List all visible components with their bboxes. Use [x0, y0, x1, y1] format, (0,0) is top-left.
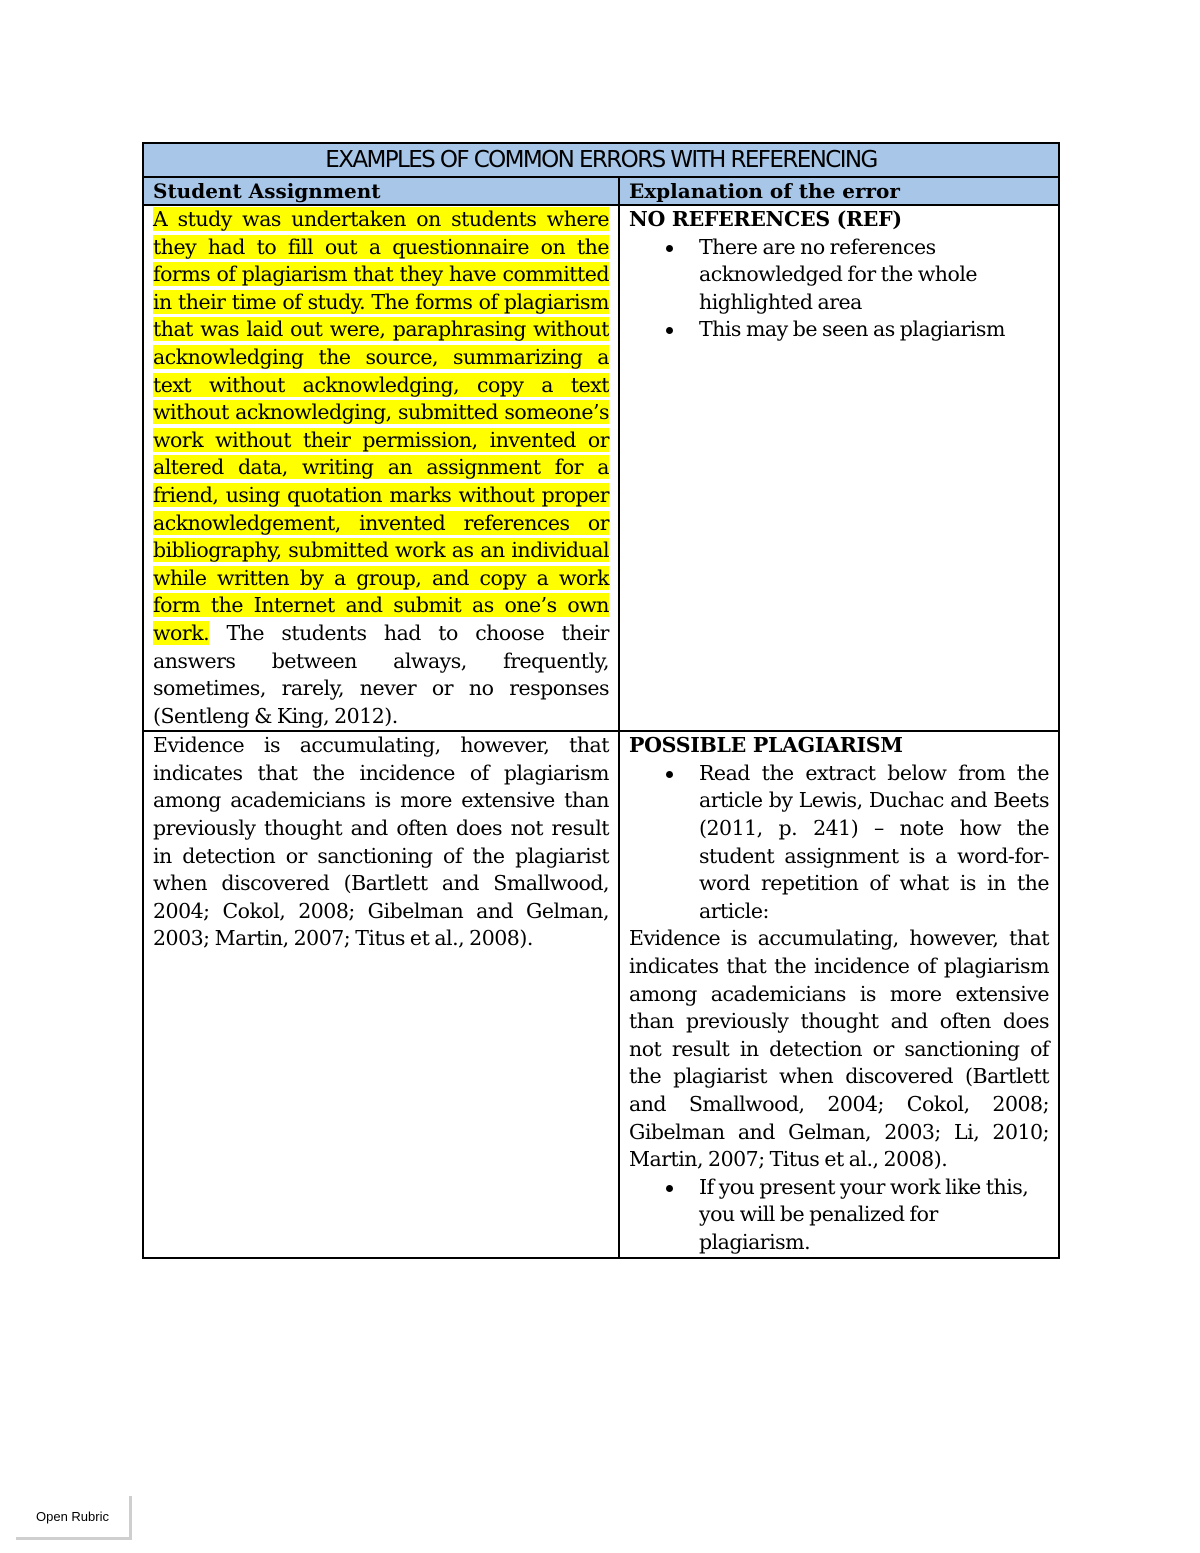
open-rubric-button[interactable]: Open Rubric	[16, 1496, 132, 1540]
error-title: NO REFERENCES (REF)	[629, 207, 902, 231]
highlighted-passage: A study was undertaken on students where they had to fill out a questionnaire on the forms of plagiarism that they have committed in their time of study. The forms of plagiarism that was laid out were, paraphrasing without acknowledging the source, summarizing a text without acknowledging, copy a text without acknowledging, submitted someone’s work without their permission, invented or altered data, writing an assignment for a friend, using quotation marks without proper acknowledgement, invented references or bibliography, submitted work as an individual while written by a group, and copy a work form the Internet and submit as one’s own work.	[153, 207, 609, 645]
explanation-bullets	[629, 760, 1049, 926]
bullet-dot-icon	[666, 1185, 673, 1192]
table-title-row	[143, 143, 1059, 177]
list-item: If you present your work like this, you will be penalized for plagiarism.	[699, 1174, 1049, 1257]
explanation-cell	[619, 731, 1059, 1257]
student-assignment-cell	[143, 731, 619, 1257]
bullet-dot-icon	[666, 327, 673, 334]
cited-passage: The students had to choose their answers between always, frequently, sometimes, rarely, never or no responses (Sentleng & King, 2012).	[153, 620, 609, 728]
list-item: This may be seen as plagiarism	[699, 316, 1049, 344]
table-row	[143, 731, 1059, 1257]
bullet-dot-icon	[666, 771, 673, 778]
student-assignment-text: Evidence is accumulating, however, that indicates that the incidence of plagiarism among academicians is more extensive than previously thought and often does not result in detection or sanctioning of the plagiarist when discovered (Bartlett and Smallwood, 2004; Cokol, 2008; Gibelman and Gelman, 2003; Martin, 2007; Titus et al., 2008).	[153, 733, 609, 951]
column-header-student-assignment: Student Assignment	[143, 177, 619, 205]
error-title: POSSIBLE PLAGIARISM	[629, 733, 903, 758]
student-assignment-text	[153, 206, 609, 730]
list-item: Read the extract below from the article by Lewis, Duchac and Beets (2011, p. 241) – note how the student assignment is a word-for-word repetition of what is in the article:	[699, 760, 1049, 926]
table-header-row	[143, 177, 1059, 205]
table-row	[143, 205, 1059, 731]
table-title: EXAMPLES OF COMMON ERRORS WITH REFERENCING	[143, 143, 1059, 177]
column-header-explanation: Explanation of the error	[619, 177, 1059, 205]
explanation-bullets	[629, 1174, 1049, 1257]
list-item: There are no references acknowledged for the whole highlighted area	[699, 234, 1049, 317]
student-assignment-cell	[143, 205, 619, 731]
referencing-errors-table	[142, 142, 1060, 1259]
explanation-bullets	[629, 234, 1049, 344]
article-extract: Evidence is accumulating, however, that indicates that the incidence of plagiarism among academicians is more extensive than previously thought and often does not result in detection or sanctioning of the plagiarist when discovered (Bartlett and Smallwood, 2004; Cokol, 2008; Gibelman and Gelman, 2003; Li, 2010; Martin, 2007; Titus et al., 2008).	[629, 926, 1050, 1172]
bullet-dot-icon	[666, 245, 673, 252]
explanation-cell	[619, 205, 1059, 731]
